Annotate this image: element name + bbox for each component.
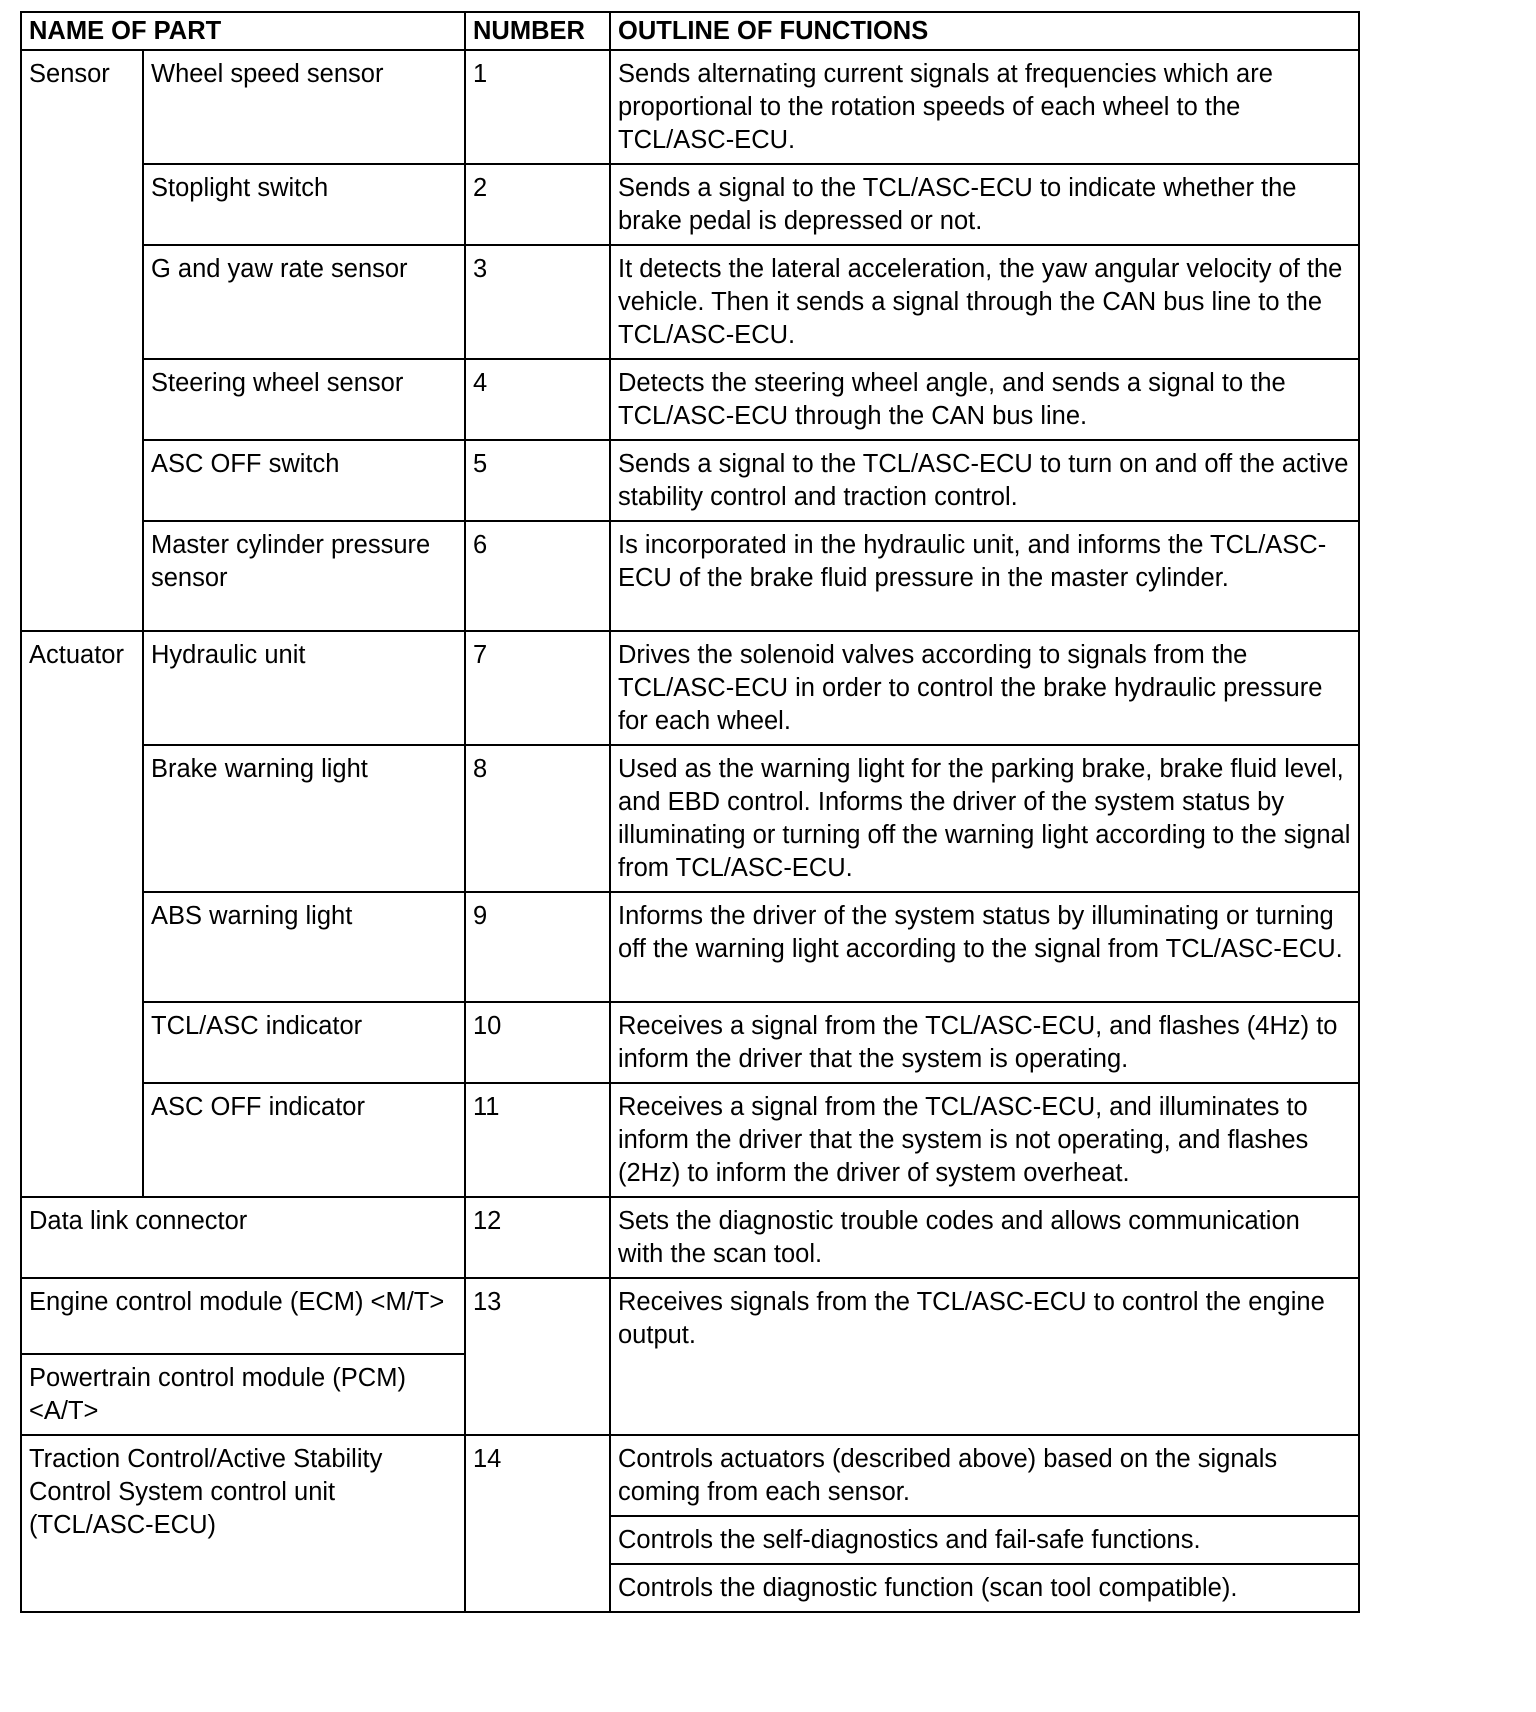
part-name: Brake warning light xyxy=(143,745,465,892)
part-number: 8 xyxy=(465,745,610,892)
part-number: 4 xyxy=(465,359,610,440)
part-number: 6 xyxy=(465,521,610,631)
part-name: ASC OFF switch xyxy=(143,440,465,521)
table-row xyxy=(21,1002,1359,1083)
part-name: G and yaw rate sensor xyxy=(143,245,465,359)
part-number: 12 xyxy=(465,1197,610,1278)
table-row xyxy=(21,440,1359,521)
part-name: Wheel speed sensor xyxy=(143,50,465,164)
part-function: Receives a signal from the TCL/ASC-ECU, and illuminates to inform the driver that the system is not operating, and flashes (2Hz) to inform the driver of system overheat. xyxy=(610,1083,1359,1197)
part-name: ABS warning light xyxy=(143,892,465,1002)
part-function: Controls actuators (described above) based on the signals coming from each sensor. xyxy=(610,1435,1359,1516)
part-function: Is incorporated in the hydraulic unit, and informs the TCL/ASC-ECU of the brake fluid pressure in the master cylinder. xyxy=(610,521,1359,631)
part-function: Informs the driver of the system status by illuminating or turning off the warning light according to the signal from TCL/ASC-ECU. xyxy=(610,892,1359,1002)
part-name: Stoplight switch xyxy=(143,164,465,245)
part-function: Sends alternating current signals at frequencies which are proportional to the rotation speeds of each wheel to the TCL/ASC-ECU. xyxy=(610,50,1359,164)
header-number: NUMBER xyxy=(465,12,610,50)
table-row xyxy=(21,1197,1359,1278)
parts-function-table xyxy=(20,11,1360,1613)
table-row xyxy=(21,631,1359,745)
part-name: Hydraulic unit xyxy=(143,631,465,745)
part-number: 7 xyxy=(465,631,610,745)
part-function: Receives a signal from the TCL/ASC-ECU, and flashes (4Hz) to inform the driver that the system is operating. xyxy=(610,1002,1359,1083)
part-number: 2 xyxy=(465,164,610,245)
part-function: Used as the warning light for the parking brake, brake fluid level, and EBD control. Informs the driver of the system status by illuminating or turning off the warning light according to the signal from TCL/ASC-ECU. xyxy=(610,745,1359,892)
header-row xyxy=(21,12,1359,50)
part-function: Sends a signal to the TCL/ASC-ECU to indicate whether the brake pedal is depressed or not. xyxy=(610,164,1359,245)
table-row xyxy=(21,245,1359,359)
part-number: 10 xyxy=(465,1002,610,1083)
part-function: Sends a signal to the TCL/ASC-ECU to turn on and off the active stability control and traction control. xyxy=(610,440,1359,521)
group-sensor: Sensor xyxy=(21,50,143,631)
part-name: Traction Control/Active Stability Control System control unit (TCL/ASC-ECU) xyxy=(21,1435,465,1612)
group-actuator: Actuator xyxy=(21,631,143,1197)
part-number: 9 xyxy=(465,892,610,1002)
part-number: 13 xyxy=(465,1278,610,1435)
part-function: It detects the lateral acceleration, the yaw angular velocity of the vehicle. Then it sends a signal through the CAN bus line to the TCL/ASC-ECU. xyxy=(610,245,1359,359)
part-function: Drives the solenoid valves according to signals from the TCL/ASC-ECU in order to control the brake hydraulic pressure for each wheel. xyxy=(610,631,1359,745)
table-row xyxy=(21,50,1359,164)
part-number: 3 xyxy=(465,245,610,359)
part-name: Steering wheel sensor xyxy=(143,359,465,440)
table-row xyxy=(21,1435,1359,1516)
part-name: ASC OFF indicator xyxy=(143,1083,465,1197)
part-function: Sets the diagnostic trouble codes and allows communication with the scan tool. xyxy=(610,1197,1359,1278)
part-number: 14 xyxy=(465,1435,610,1612)
table-row xyxy=(21,359,1359,440)
part-function: Detects the steering wheel angle, and sends a signal to the TCL/ASC-ECU through the CAN bus line. xyxy=(610,359,1359,440)
table-row xyxy=(21,745,1359,892)
part-name: Master cylinder pressure sensor xyxy=(143,521,465,631)
part-function: Receives signals from the TCL/ASC-ECU to control the engine output. xyxy=(610,1278,1359,1435)
part-name: Engine control module (ECM) <M/T> xyxy=(21,1278,465,1354)
header-outline-of-functions: OUTLINE OF FUNCTIONS xyxy=(610,12,1359,50)
table-row xyxy=(21,1083,1359,1197)
table-row xyxy=(21,1278,1359,1354)
part-number: 11 xyxy=(465,1083,610,1197)
part-number: 5 xyxy=(465,440,610,521)
part-name: Powertrain control module (PCM) <A/T> xyxy=(21,1354,465,1435)
table-row xyxy=(21,521,1359,631)
table-row xyxy=(21,892,1359,1002)
part-function: Controls the diagnostic function (scan tool compatible). xyxy=(610,1564,1359,1612)
part-name: Data link connector xyxy=(21,1197,465,1278)
part-function: Controls the self-diagnostics and fail-safe functions. xyxy=(610,1516,1359,1564)
header-name-of-part: NAME OF PART xyxy=(21,12,465,50)
table-row xyxy=(21,164,1359,245)
part-number: 1 xyxy=(465,50,610,164)
part-name: TCL/ASC indicator xyxy=(143,1002,465,1083)
